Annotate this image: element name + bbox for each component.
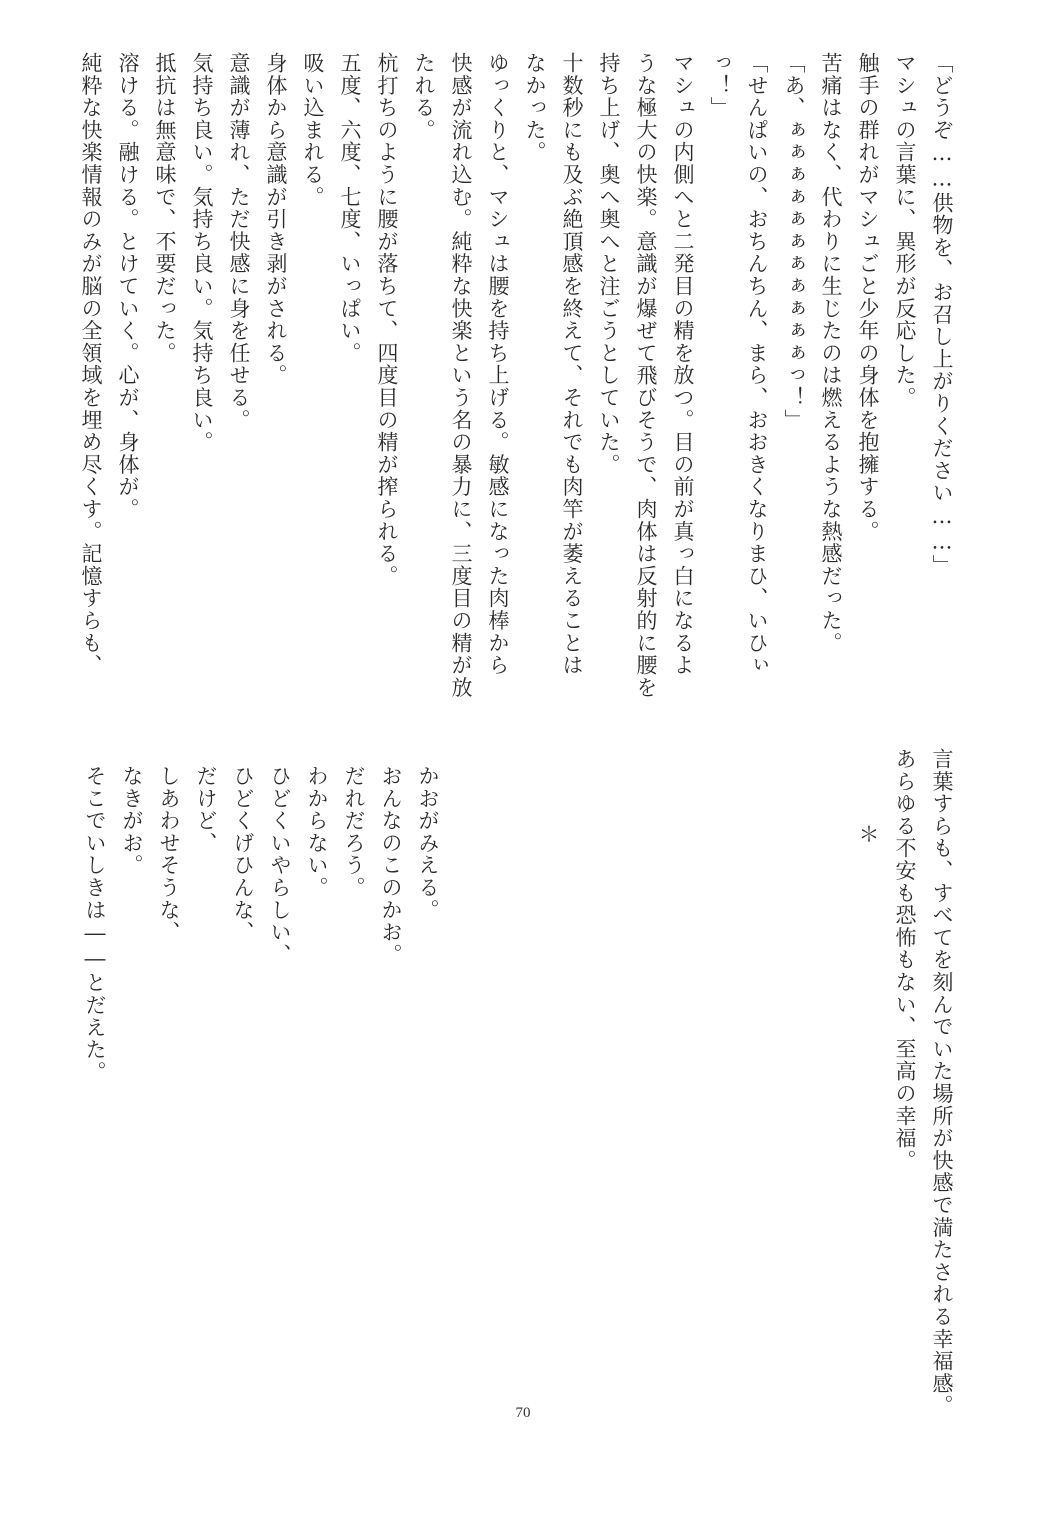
text-line: 五度、六度、七度、いっぱい。	[338, 52, 362, 365]
page-number: 70	[515, 1405, 531, 1421]
text-line: ゆっくりと、マシュは腰を持ち上げる。敏感になった肉棒から	[486, 52, 510, 677]
text-line: そこでいしきは――とだえた。	[83, 765, 107, 1084]
text-line: 吸い込まれる。	[301, 52, 325, 209]
text-line: うな極大の快楽。意識が爆ぜて飛びそうで、肉体は反射的に腰を	[634, 52, 658, 699]
text-line: 「どうぞ……供物を、お召し上がりください……」	[930, 52, 954, 577]
text-line: マシュの内側へと二発目の精を放つ。目の前が真っ白になるよ	[671, 52, 695, 677]
lower-left-text-block	[76, 765, 446, 1415]
section-break-asterisk: ＊	[856, 823, 880, 846]
text-line: 身体から意識が引き剥がされる。	[264, 52, 288, 387]
text-line: 十数秒にも及ぶ絶頂感を終えて、それでも肉竿が萎えることは	[560, 52, 584, 677]
text-line: ひどくげひんな、	[231, 765, 255, 944]
text-line: だけど、	[194, 765, 218, 855]
text-line: 意識が薄れ、ただ快感に身を任せる。	[227, 52, 251, 432]
text-line: たれる。	[412, 52, 436, 142]
upper-text-block	[72, 52, 960, 702]
text-line: 言葉すらも、すべてを刻んでいた場所が快感で満たされる幸福感。	[930, 748, 954, 1417]
text-line: 抵抗は無意味で、不要だった。	[153, 52, 177, 365]
text-line: 触手の群れがマシュごと少年の身体を抱擁する。	[856, 52, 880, 543]
lower-right-text-block	[849, 748, 960, 1417]
text-line: 杭打ちのように腰が落ちて、四度目の精が搾られる。	[375, 52, 399, 588]
text-line: マシュの言葉に、異形が反応した。	[893, 52, 917, 409]
text-line: 持ち上げ、奥へ奥へと注ごうとしていた。	[597, 52, 621, 476]
text-line: 苦痛はなく、代わりに生じたのは燃えるような熱感だった。	[819, 52, 843, 655]
text-line: なきがお。	[120, 765, 144, 877]
text-line: 「あ、ぁぁぁぁぁぁぁぁぁぁぁっ！」	[782, 52, 806, 432]
text-line: しあわせそうな、	[157, 765, 181, 944]
text-line: わからない。	[305, 765, 329, 899]
text-line: おんなのこのかお。	[379, 765, 403, 966]
text-line: 純粋な快楽情報のみが脳の全領域を埋め尽くす。記憶すらも、	[79, 52, 103, 677]
text-line: 気持ち良い。気持ち良い。気持ち良い。	[190, 52, 214, 454]
text-line: かおがみえる。	[416, 765, 440, 922]
text-line: だれだろう。	[342, 765, 366, 899]
text-line: 「せんぱいの、おちんちん、まら、おおきくなりまひ、いひぃ	[745, 52, 769, 677]
text-line: っ！」	[708, 52, 732, 119]
text-line: ひどくいやらしい、	[268, 765, 292, 966]
text-line: 溶ける。融ける。とけていく。心が、身体が。	[116, 52, 140, 521]
text-line: 快感が流れ込む。純粋な快楽という名の暴力に、三度目の精が放	[449, 52, 473, 699]
text-line: あらゆる不安も恐怖もない、至高の幸福。	[893, 748, 917, 1172]
text-line: なかった。	[523, 52, 547, 164]
